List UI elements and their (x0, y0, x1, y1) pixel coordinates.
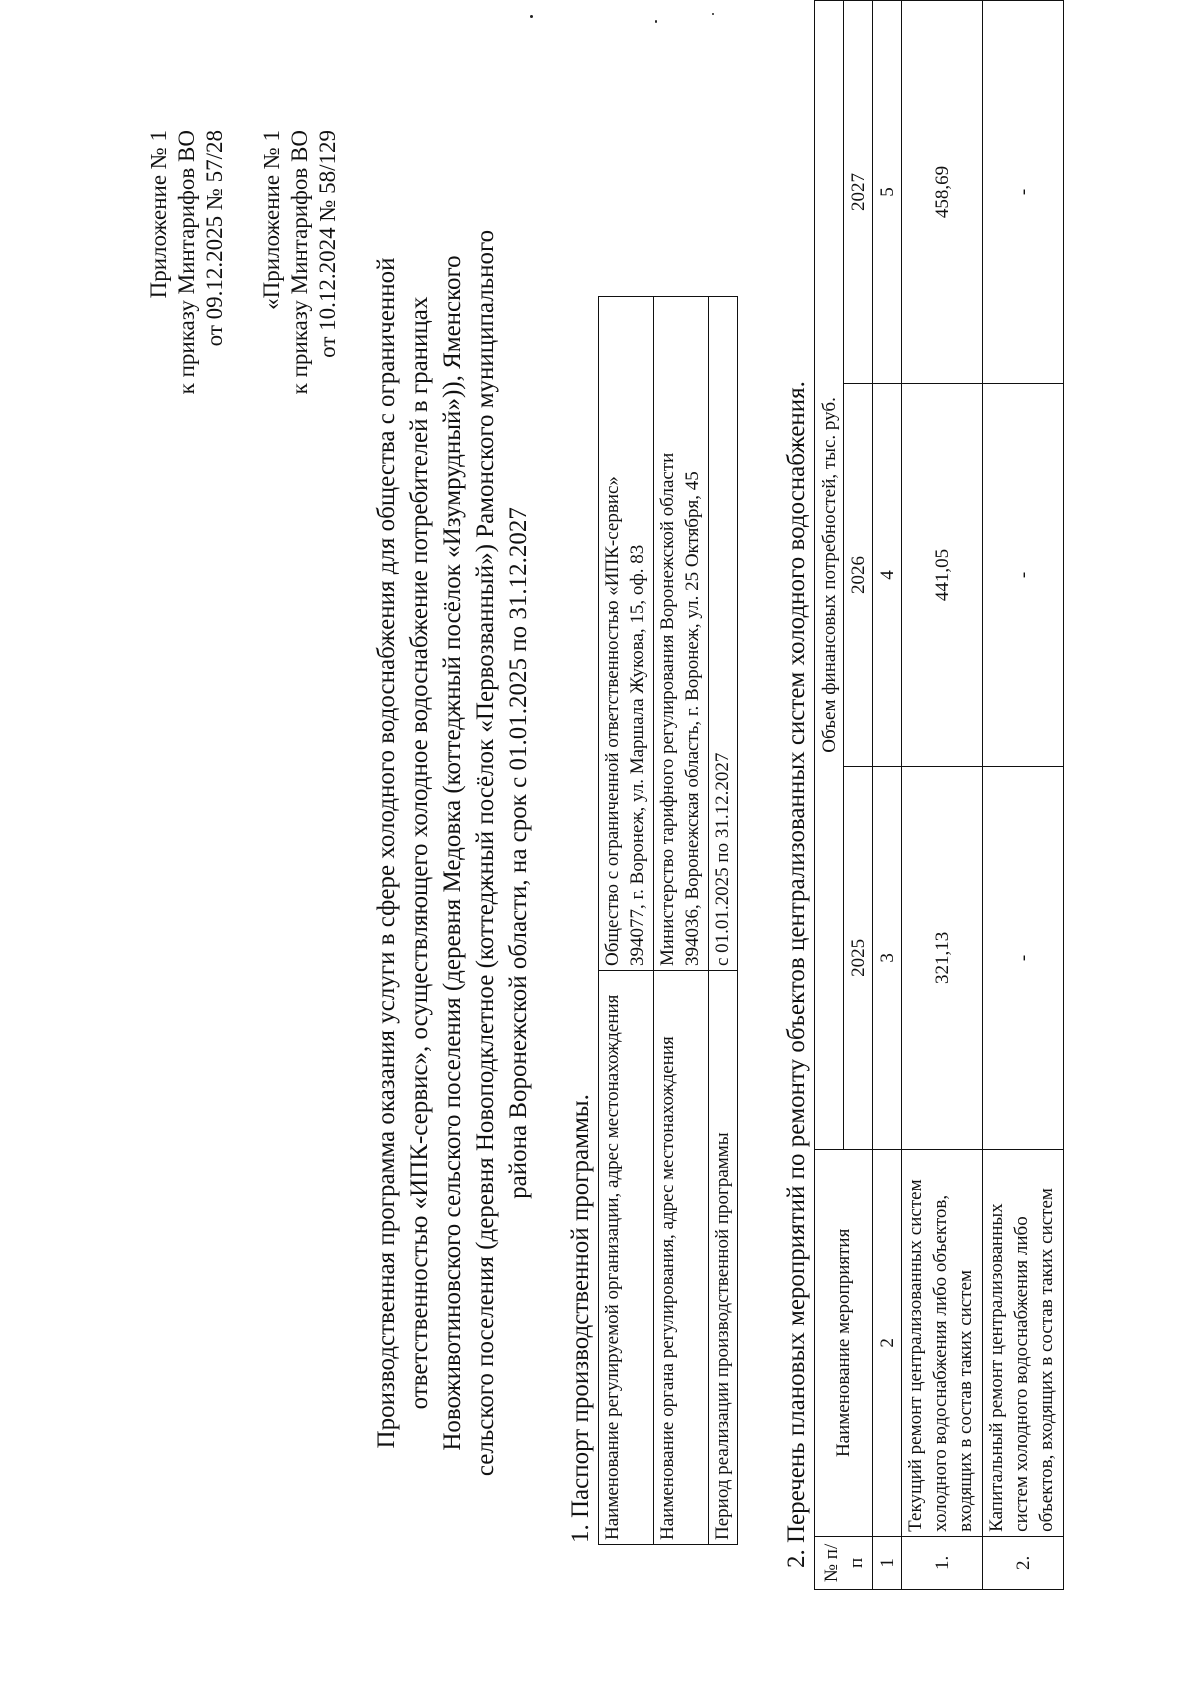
table-row (902, 1, 983, 1590)
passport-value (654, 297, 709, 971)
scan-speck (655, 20, 657, 23)
table-colnum-row (873, 1, 902, 1590)
row-name: Текущий ремонт централизованных систем холодного водоснабжения либо объектов, входящих в состав таких систем (902, 1149, 983, 1536)
passport-value-line: 394077, г. Воронеж, ул. Маршала Жукова, 15, оф. 83 (627, 544, 648, 966)
scan-speck (712, 13, 714, 15)
annex-previous-line1: «Приложение № 1 (259, 130, 284, 310)
annex-current-line3: от 09.12.2025 № 57/28 (202, 130, 227, 347)
scan-speck (530, 15, 533, 18)
header-volume: Объем финансовых потребностей, тыс. руб. (815, 1, 844, 1150)
table-row (983, 1, 1064, 1590)
measures-table (814, 0, 1064, 1590)
annex-previous-line2: к приказу Минтарифов ВО (287, 130, 312, 395)
row-value: - (983, 1, 1064, 384)
col-number: 5 (873, 1, 902, 384)
header-year: 2025 (844, 766, 873, 1149)
passport-value-line: Общество с ограниченной ответственностью «ИПК-сервис» (602, 476, 623, 966)
passport-label: Период реализации производственной программы (709, 971, 738, 1545)
document-title (370, 153, 535, 1553)
passport-value-line: 394036, Воронежская область, г. Воронеж, ул. 25 Октября, 45 (682, 471, 703, 966)
row-value: - (983, 383, 1064, 766)
passport-value-line: Министерство тарифного регулирования Воронежской области (657, 452, 678, 966)
col-number: 3 (873, 766, 902, 1149)
passport-label: Наименование органа регулирования, адрес местонахождения (654, 971, 709, 1545)
passport-table (598, 296, 738, 1545)
row-value: 321,13 (902, 766, 983, 1149)
row-value: 441,05 (902, 383, 983, 766)
col-number: 1 (873, 1536, 902, 1589)
passport-value (599, 297, 654, 971)
annex-current (145, 130, 229, 394)
row-value: - (983, 766, 1064, 1149)
header-num: № п/п (815, 1536, 873, 1589)
table-header-row (815, 1, 844, 1590)
title-line5: района Воронежской области, на срок с 01.01.2025 по 31.12.2027 (505, 507, 532, 1199)
row-num: 2. (983, 1536, 1064, 1589)
table-row (709, 297, 738, 1545)
title-line2: ответственностью «ИПК-сервис», осуществляющего холодное водоснабжение потребителей в границах (406, 296, 433, 1410)
header-year: 2026 (844, 383, 873, 766)
header-name: Наименование мероприятия (815, 1149, 873, 1536)
passport-label: Наименование регулируемой организации, адрес местонахождения (599, 971, 654, 1545)
title-line3: Новоживотиновского сельского поселения (деревня Медовка (коттеджный посёлок «Изумрудный»)), Яменского (439, 255, 466, 1451)
annex-current-line2: к приказу Минтарифов ВО (174, 130, 199, 395)
passport-value (709, 297, 738, 971)
table-row (599, 297, 654, 1545)
table-row (654, 297, 709, 1545)
header-year: 2027 (844, 1, 873, 384)
col-number: 4 (873, 383, 902, 766)
annex-current-line1: Приложение № 1 (146, 130, 171, 299)
row-value: 458,69 (902, 1, 983, 384)
title-line4: сельского поселения (деревня Новоподклетное (коттеджный посёлок «Первозванный») Рамонского муниципального (472, 229, 499, 1477)
col-number: 2 (873, 1149, 902, 1536)
annex-previous-line3: от 10.12.2024 № 58/129 (315, 130, 340, 358)
passport-value-line: с 01.01.2025 по 31.12.2027 (712, 752, 733, 966)
section2-heading: 2. Перечень плановых мероприятий по ремонту объектов централизованных систем холодного водоснабжения. (783, 381, 810, 1568)
row-num: 1. (902, 1536, 983, 1589)
section1-heading: 1. Паспорт производственной программы. (567, 1094, 594, 1543)
row-name: Капитальный ремонт централизованных систем холодного водоснабжения либо объектов, входящих в состав таких систем (983, 1149, 1064, 1536)
title-line1: Производственная программа оказания услуги в сфере холодного водоснабжения для общества с ограниченной (373, 257, 400, 1449)
annex-previous (258, 130, 342, 394)
